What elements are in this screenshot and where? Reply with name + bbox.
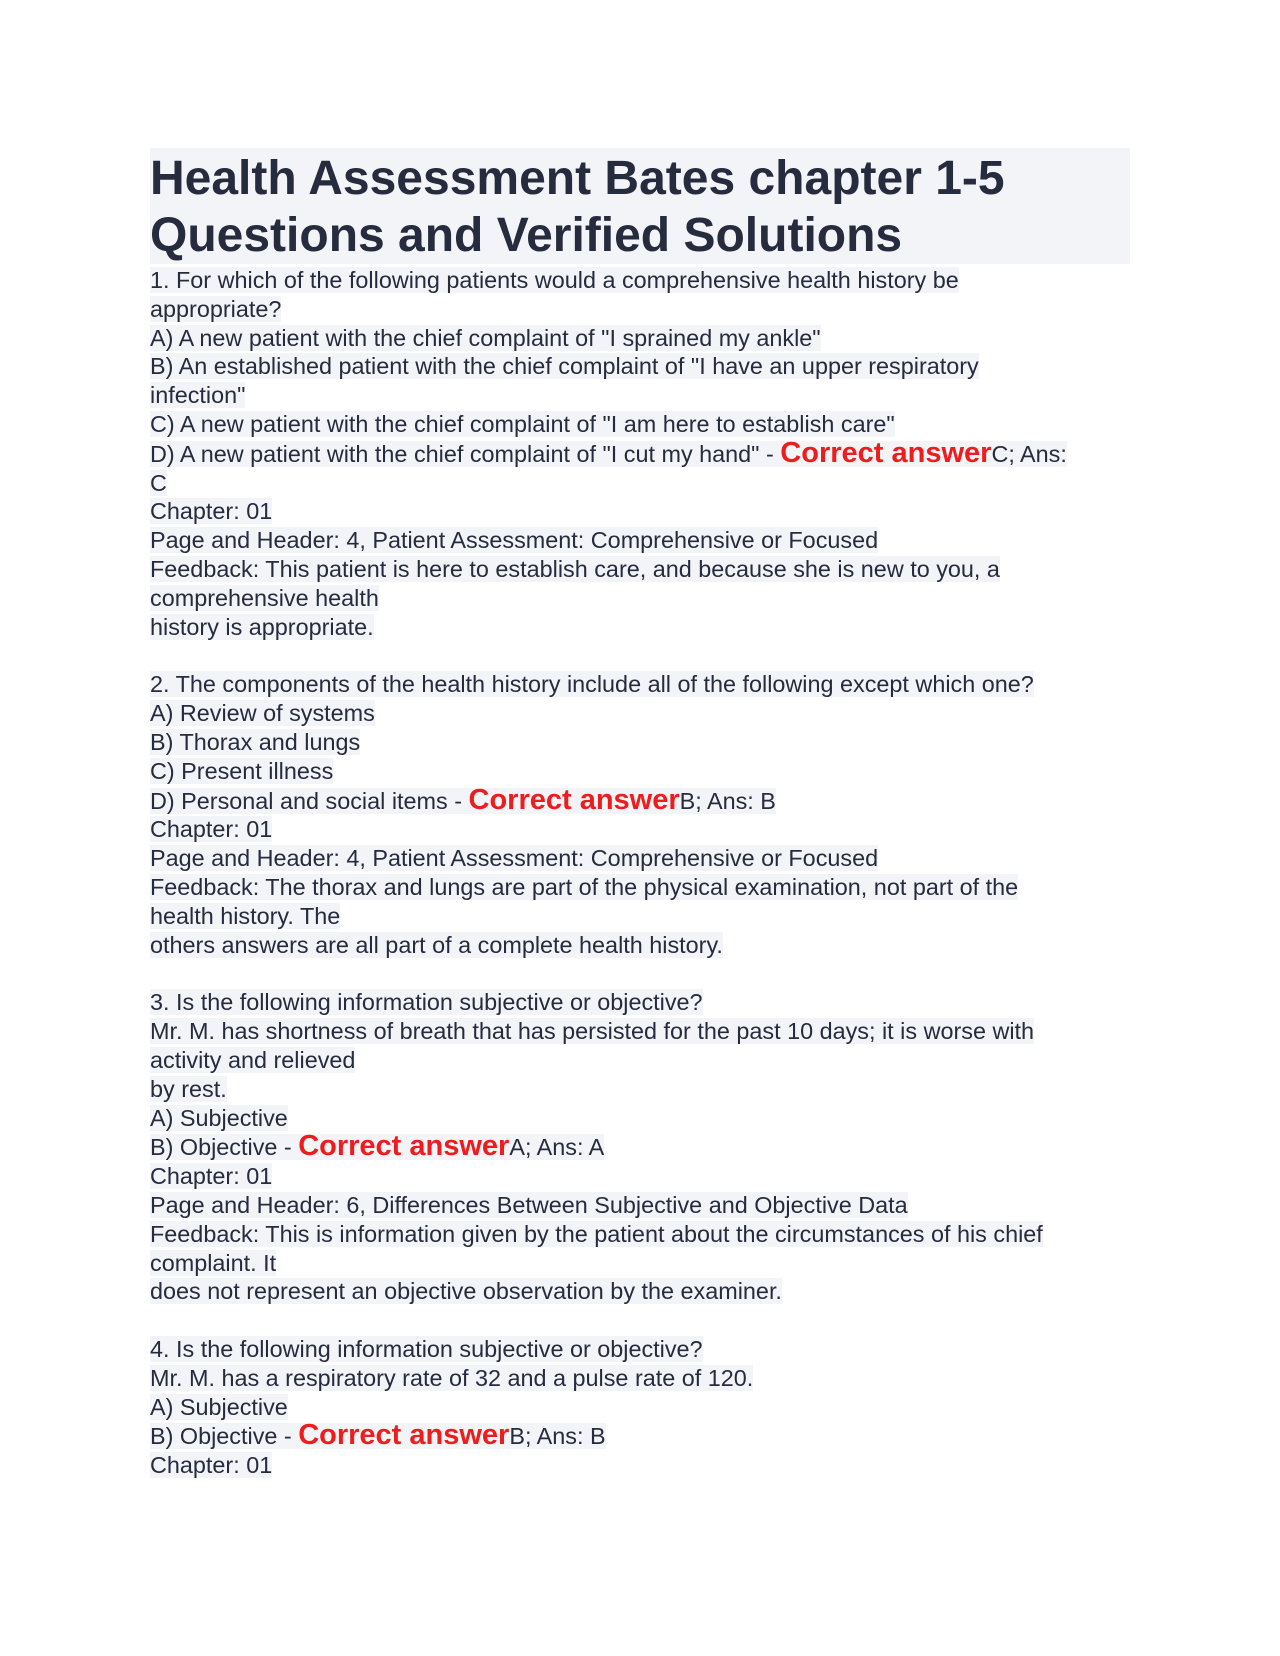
correct-answer-label: Correct answer bbox=[468, 783, 680, 816]
feedback-cont: history is appropriate. bbox=[150, 613, 374, 640]
question-stem: 1. For which of the following patients would a comprehensive health history be bbox=[150, 267, 959, 293]
option-b: B) Objective - bbox=[150, 1423, 299, 1450]
option-b: B) Thorax and lungs bbox=[150, 728, 361, 755]
question-stem: 2. The components of the health history include all of the following except which one? bbox=[150, 671, 1034, 698]
option-a: A) Subjective bbox=[150, 1104, 288, 1131]
option-a: A) A new patient with the chief complaint of "I sprained my ankle" bbox=[150, 324, 821, 351]
question-context-cont: activity and relieved bbox=[150, 1046, 356, 1073]
question-context-cont: by rest. bbox=[150, 1075, 227, 1102]
page-header-ref: Page and Header: 4, Patient Assessment: Comprehensive or Focused bbox=[150, 527, 879, 554]
question-4 bbox=[150, 1335, 1130, 1480]
feedback-cont: does not represent an objective observation by the examiner. bbox=[150, 1278, 782, 1305]
question-context: Mr. M. has a respiratory rate of 32 and a pulse rate of 120. bbox=[150, 1364, 754, 1391]
feedback-cont: complaint. It bbox=[150, 1249, 277, 1276]
option-b: B) Objective - bbox=[150, 1134, 299, 1161]
answer-key: B; Ans: B bbox=[509, 1423, 606, 1450]
option-b-cont: infection" bbox=[150, 382, 246, 409]
answer-key-cont: C bbox=[150, 469, 167, 496]
question-1 bbox=[150, 266, 1130, 641]
page-header-ref: Page and Header: 4, Patient Assessment: Comprehensive or Focused bbox=[150, 845, 879, 872]
answer-key: B; Ans: B bbox=[679, 787, 776, 814]
chapter-ref: Chapter: 01 bbox=[150, 1163, 273, 1190]
question-stem: 3. Is the following information subjective or objective? bbox=[150, 989, 703, 1016]
option-a: A) Subjective bbox=[150, 1393, 288, 1420]
correct-answer-label: Correct answer bbox=[298, 1419, 510, 1452]
option-b: B) An established patient with the chief complaint of "I have an upper respiratory bbox=[150, 353, 979, 380]
title-line-1: Health Assessment Bates chapter 1-5 bbox=[150, 152, 1005, 205]
feedback: Feedback: This patient is here to establish care, and because she is new to you, a bbox=[150, 555, 1000, 582]
feedback: Feedback: The thorax and lungs are part of the physical examination, not part of the bbox=[150, 873, 1019, 900]
question-context: Mr. M. has shortness of breath that has persisted for the past 10 days; it is worse with bbox=[150, 1018, 1035, 1045]
document-title bbox=[150, 148, 1130, 264]
option-c: C) A new patient with the chief complaint of "I am here to establish care" bbox=[150, 410, 895, 437]
answer-key: A; Ans: A bbox=[509, 1134, 605, 1161]
option-d: D) Personal and social items - bbox=[150, 787, 469, 814]
option-a: A) Review of systems bbox=[150, 700, 375, 727]
feedback-cont: comprehensive health bbox=[150, 584, 379, 611]
chapter-ref: Chapter: 01 bbox=[150, 816, 273, 843]
answer-key: C; Ans: bbox=[991, 440, 1067, 467]
question-3 bbox=[150, 988, 1130, 1306]
page-header-ref: Page and Header: 6, Differences Between Subjective and Objective Data bbox=[150, 1191, 908, 1218]
feedback-cont: health history. The bbox=[150, 902, 341, 929]
feedback-cont: others answers are all part of a complete health history. bbox=[150, 931, 723, 958]
chapter-ref: Chapter: 01 bbox=[150, 498, 273, 525]
spacer bbox=[150, 641, 1130, 670]
question-stem: 4. Is the following information subjective or objective? bbox=[150, 1336, 703, 1363]
option-c: C) Present illness bbox=[150, 757, 334, 784]
spacer bbox=[150, 959, 1130, 988]
document-body bbox=[150, 266, 1130, 1480]
chapter-ref: Chapter: 01 bbox=[150, 1452, 273, 1479]
question-2 bbox=[150, 670, 1130, 959]
spacer bbox=[150, 1306, 1130, 1335]
document-page bbox=[150, 148, 1130, 1480]
title-line-2: Questions and Verified Solutions bbox=[150, 209, 903, 262]
feedback: Feedback: This is information given by the patient about the circumstances of his chief bbox=[150, 1220, 1043, 1247]
question-stem-cont: appropriate? bbox=[150, 295, 282, 322]
correct-answer-label: Correct answer bbox=[780, 436, 992, 469]
option-d: D) A new patient with the chief complaint of "I cut my hand" - bbox=[150, 440, 781, 467]
correct-answer-label: Correct answer bbox=[298, 1130, 510, 1163]
